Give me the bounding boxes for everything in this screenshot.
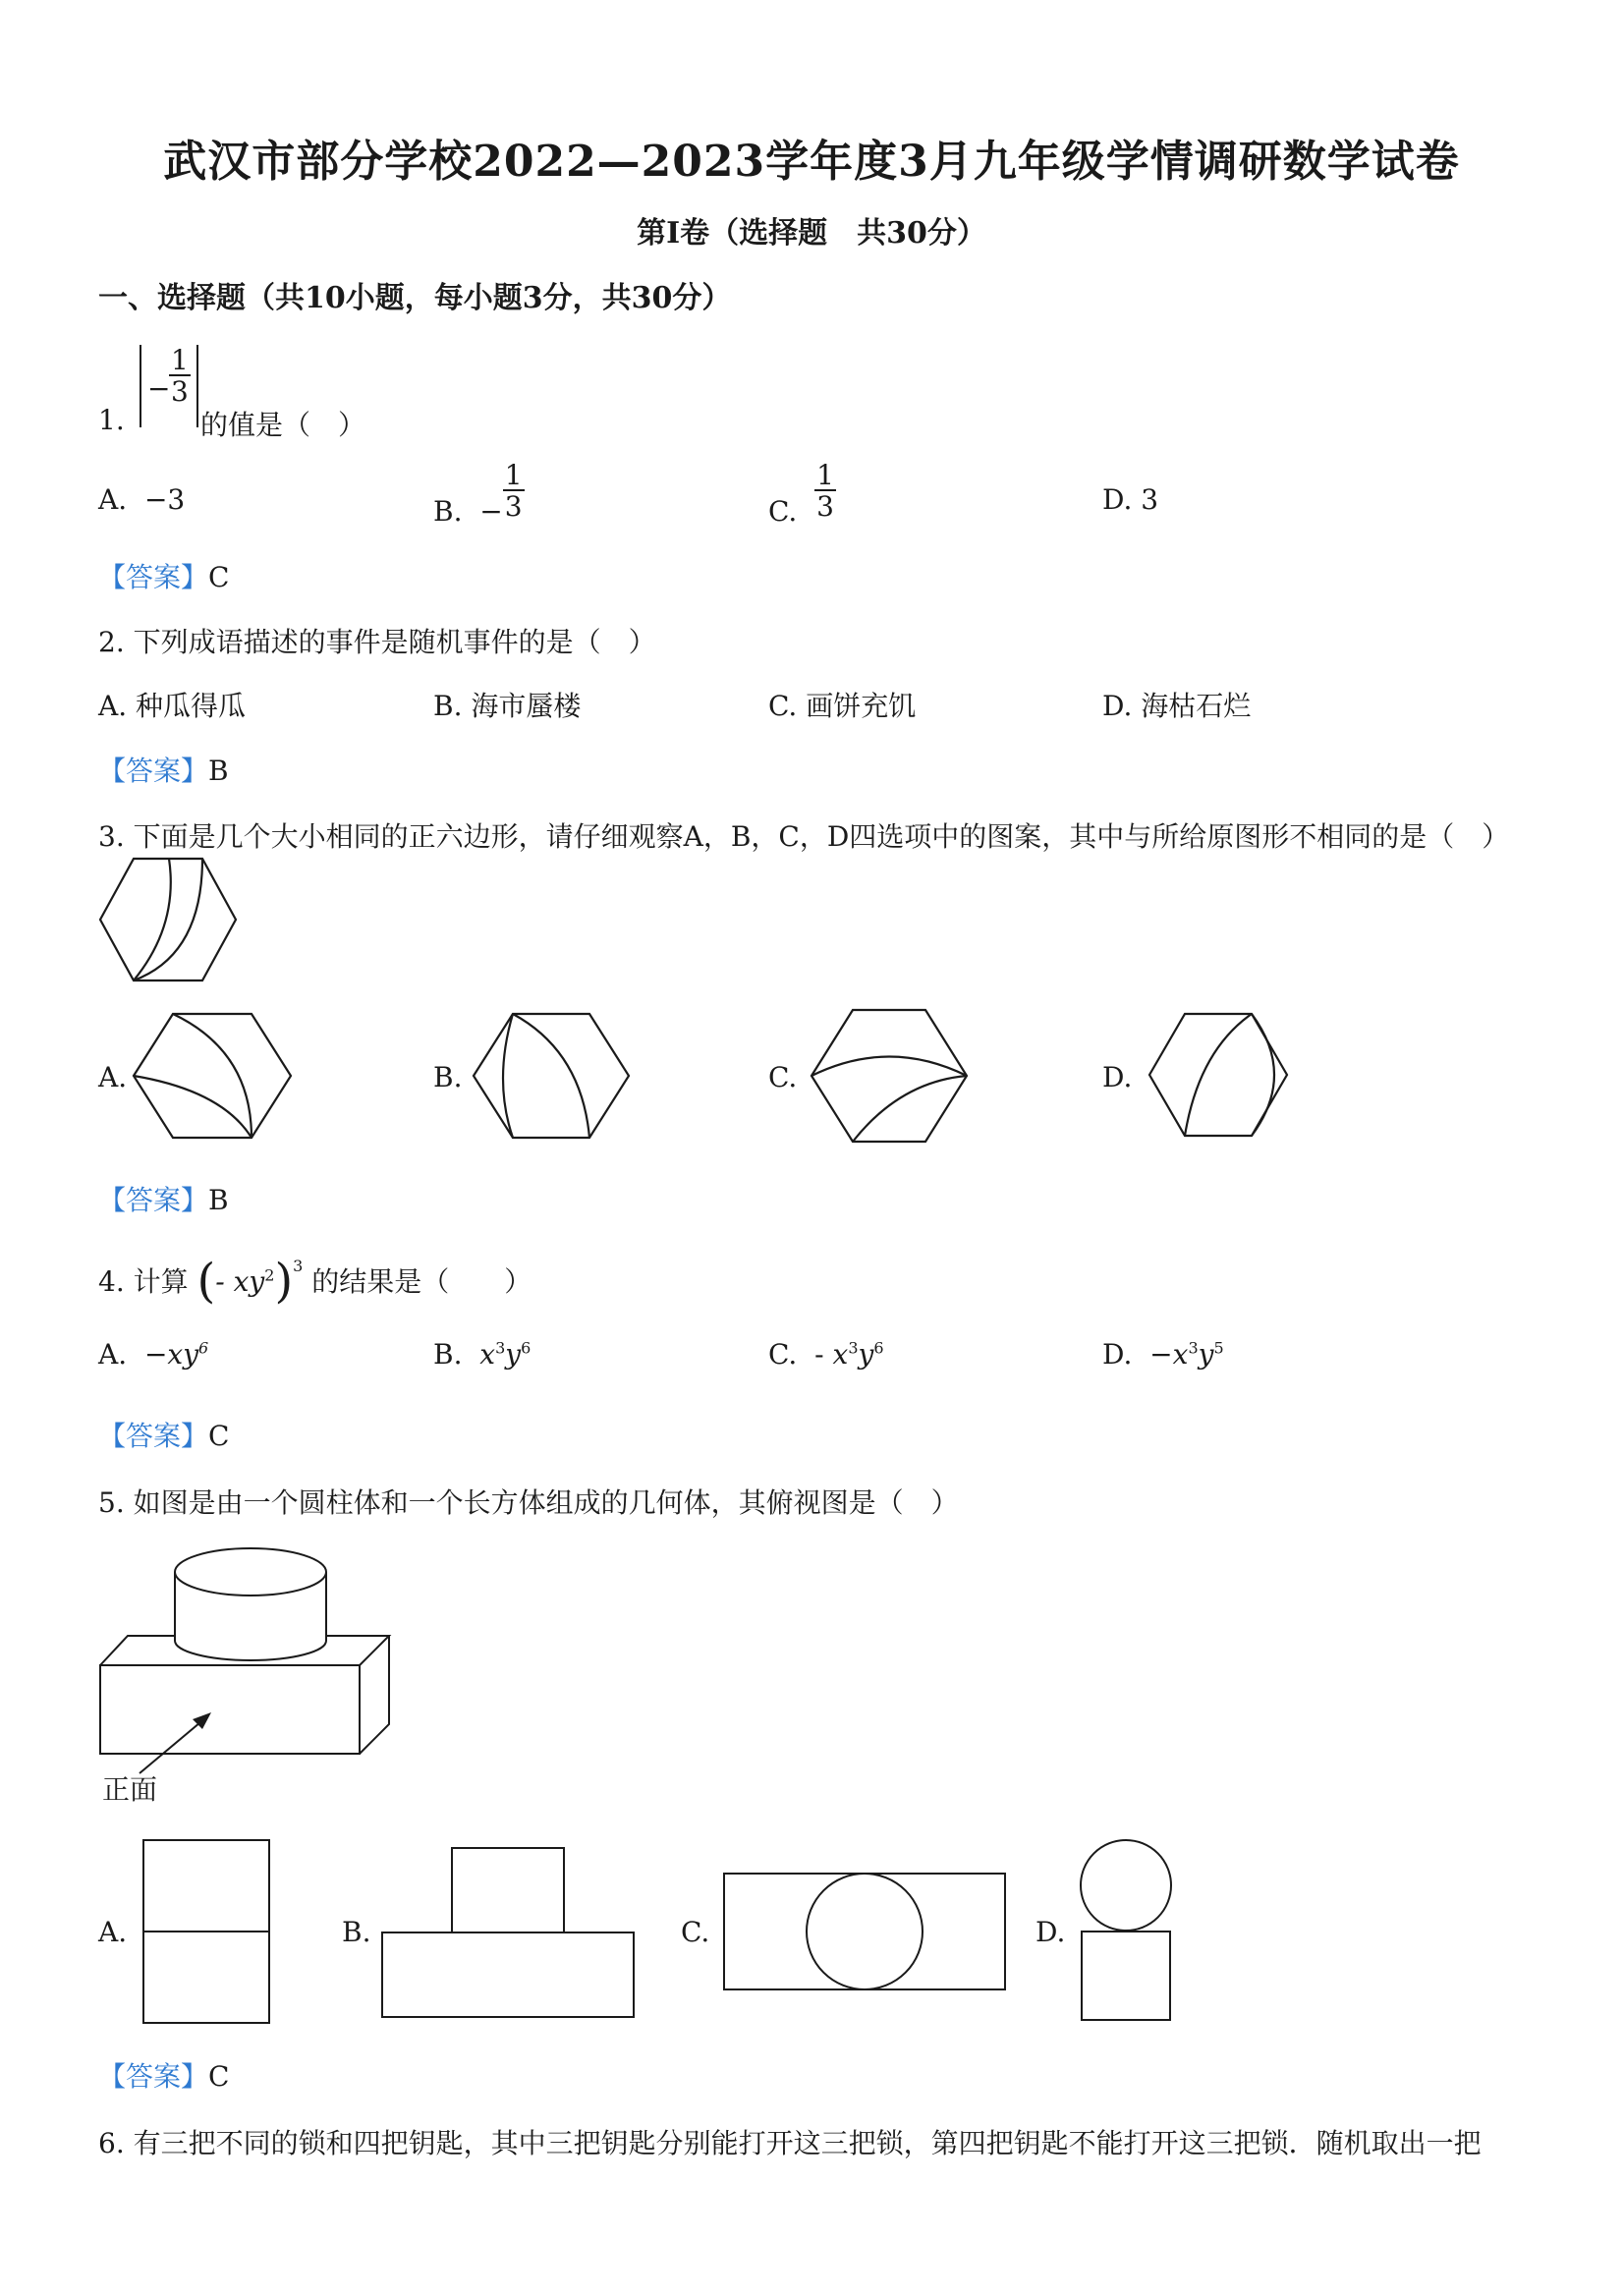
top-view-option-c <box>723 1873 1008 1992</box>
minus-sign: − <box>147 372 171 405</box>
option-d: D. 3 <box>1102 483 1159 516</box>
absolute-value-expression <box>140 345 198 427</box>
option-c-label: C. <box>768 1061 798 1093</box>
answer-line: 【答案】C <box>98 561 230 593</box>
question-number: 1. <box>98 404 125 436</box>
fraction <box>169 344 191 408</box>
option-b-label: B. <box>433 1061 463 1093</box>
option-c: C. 画饼充饥 <box>768 690 917 722</box>
solid-figure <box>98 1542 393 1768</box>
option-d: D. 海枯石烂 <box>1102 690 1252 722</box>
answer-line: 【答案】B <box>98 1184 229 1216</box>
option-b: B. − $\frac{1}{3}$ <box>433 459 523 528</box>
answer-line: 【答案】C <box>98 2060 230 2093</box>
hexagon-option-a <box>134 1012 291 1140</box>
paper-subtitle: 第Ⅰ卷（选择题 共30分） <box>637 216 986 251</box>
option-d: D. $-x^3y^5$ <box>1102 1338 1224 1371</box>
fraction-denominator: 3 <box>171 375 189 408</box>
answer-line: 【答案】C <box>98 1420 230 1452</box>
question-4: 4. 计算 (- $xy^2)^3$ 的结果是（ ） <box>98 1254 532 1309</box>
hexagon-original-figure <box>100 857 236 982</box>
top-view-option-a <box>142 1839 270 2026</box>
option-a: A. −3 <box>98 483 186 516</box>
option-c: C. $\frac{1}{3}$ <box>768 459 834 528</box>
option-c: C. - $x^3y^6$ <box>768 1338 884 1371</box>
answer-line: 【答案】B <box>98 755 229 787</box>
option-b-label: B. <box>342 1916 371 1948</box>
question-6: 6. 有三把不同的锁和四把钥匙，其中三把钥匙分别能打开这三把锁，第四把钥匙不能打开这三把锁．随机取出一把 <box>98 2127 1482 2159</box>
option-a: A. 种瓜得瓜 <box>98 690 247 722</box>
page-title: 武汉市部分学校2022—2023学年度3月九年级学情调研数学试卷 <box>163 137 1460 187</box>
option-a-label: A. <box>98 1916 128 1948</box>
option-d-label: D. <box>1035 1916 1066 1948</box>
hexagon-option-d <box>1149 1012 1287 1138</box>
front-view-label: 正面 <box>102 1773 158 1806</box>
question-3: 3. 下面是几个大小相同的正六边形，请仔细观察A，B，C，D四选项中的图案，其中与所给原图形不相同的是（ ） <box>98 820 1510 853</box>
hexagon-option-c <box>812 1008 967 1144</box>
question-5: 5. 如图是由一个圆柱体和一个长方体组成的几何体，其俯视图是（ ） <box>98 1486 959 1519</box>
hexagon-option-b <box>474 1012 629 1140</box>
option-b: B. 海市蜃楼 <box>433 690 582 722</box>
option-b: B. $x^3y^6$ <box>433 1338 532 1371</box>
option-d-label: D. <box>1102 1061 1133 1093</box>
top-view-option-b <box>381 1847 637 2019</box>
question-text: 的值是（ ） <box>200 409 366 441</box>
fraction-numerator: 1 <box>171 344 189 376</box>
option-a: A. $-xy^6$ <box>98 1338 209 1371</box>
option-a-label: A. <box>98 1061 128 1093</box>
option-c-label: C. <box>681 1916 710 1948</box>
question-2: 2. 下列成语描述的事件是随机事件的是（ ） <box>98 626 656 658</box>
top-view-option-d <box>1079 1839 1173 2022</box>
section-heading: 一、选择题（共10小题，每小题3分，共30分） <box>98 281 732 315</box>
power-expression: (- $xy^2)^3$ <box>196 1254 304 1309</box>
